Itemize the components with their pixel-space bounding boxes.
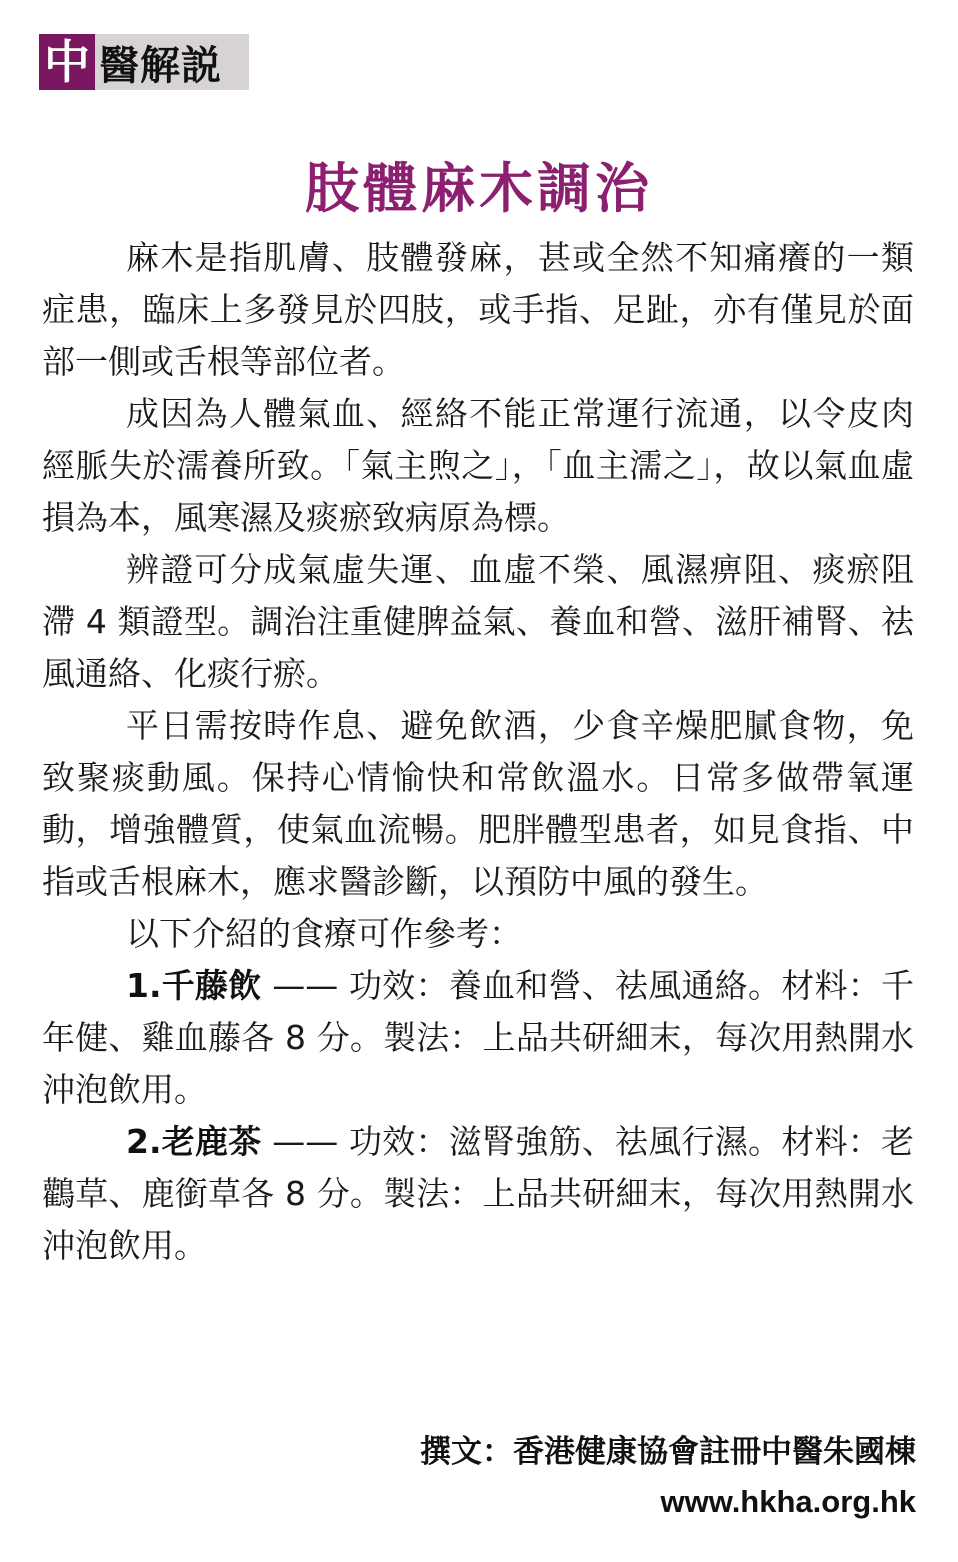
author-byline: 撰文：香港健康協會註冊中醫朱國棟 <box>420 1434 916 1470</box>
recipe-1-name: 1.千藤飲 <box>126 966 262 1005</box>
recipe-2-text: —— 功效：滋腎強筋、祛風行濕。材料：老鸛草、鹿銜草各 8 分。製法：上品共研細末，每次用熱開水沖泡飲用。 <box>42 1122 915 1265</box>
recipe-1-text: —— 功效：養血和營、祛風通絡。材料：千年健、雞血藤各 8 分。製法：上品共研細末，每次用熱開水沖泡飲用。 <box>42 966 915 1109</box>
recipe-2-name: 2.老鹿茶 <box>126 1122 262 1161</box>
article-title: 肢體麻木調治 <box>305 157 653 220</box>
column-badge: 中 <box>39 34 95 90</box>
paragraph-causes: 成因為人體氣血、經絡不能正常運行流通，以令皮肉經脈失於濡養所致。「氣主煦之」，「血主濡之」，故以氣血虛損為本，風寒濕及痰瘀致病原為標。 <box>42 394 914 537</box>
column-header <box>39 34 249 90</box>
paragraph-diet-intro: 以下介紹的食療可作參考： <box>126 914 522 953</box>
paragraph-diagnosis: 辨證可分成氣虛失運、血虛不榮、風濕痹阻、痰瘀阻滯 4 類證型。調治注重健脾益氣、養血和營、滋肝補腎、祛風通絡、化痰行瘀。 <box>42 550 914 693</box>
column-name: 醫解説 <box>99 42 222 89</box>
paragraph-daily-care: 平日需按時作息、避免飲酒，少食辛燥肥膩食物，免致聚痰動風。保持心情愉快和常飲溫水。日常多做帶氧運動，增強體質，使氣血流暢。肥胖體型患者，如見食指、中指或舌根麻木，應求醫診斷，以預防中風的發生。 <box>42 706 914 901</box>
website-url: www.hkha.org.hk <box>660 1484 916 1519</box>
recipe-1 <box>42 960 914 1116</box>
paragraph-definition: 麻木是指肌膚、肢體發麻，甚或全然不知痛癢的一類症患，臨床上多發見於四肢，或手指、足趾，亦有僅見於面部一側或舌根等部位者。 <box>42 238 914 381</box>
article-body <box>42 232 914 1272</box>
recipe-2 <box>42 1116 914 1272</box>
